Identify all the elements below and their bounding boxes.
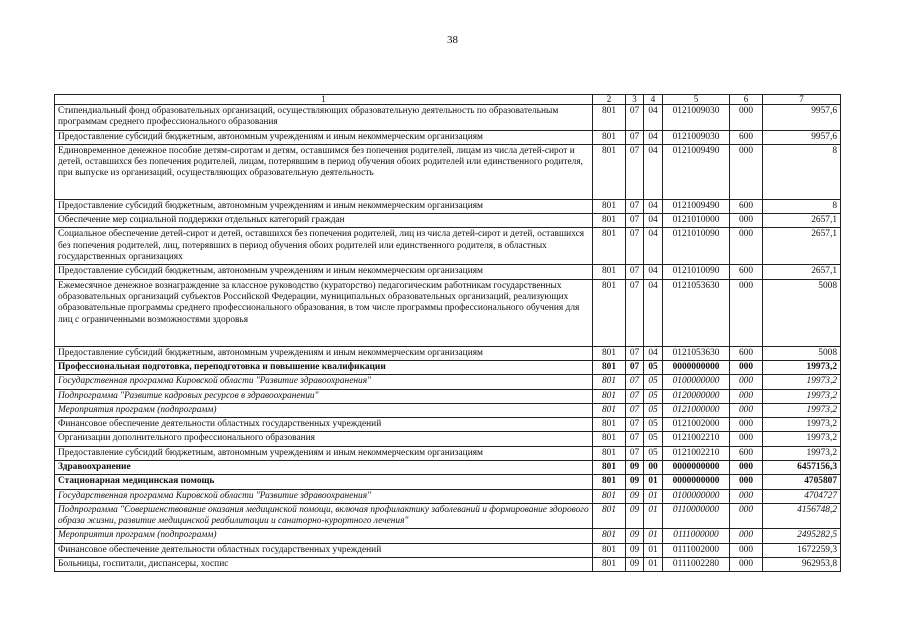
table-row [55, 403, 841, 417]
row-code-admin-cell: 801 [593, 503, 626, 529]
row-target-article-cell: 0110000000 [663, 503, 730, 529]
row-subsection-cell: 05 [644, 432, 663, 446]
row-target-article-cell: 0121009030 [663, 105, 730, 131]
row-target-article-cell: 0111002000 [663, 543, 730, 557]
row-subsection-cell: 04 [644, 228, 663, 265]
row-name-cell: Подпрограмма "Развитие кадровых ресурсов в здравоохранении" [55, 389, 593, 403]
row-target-article-cell: 0121002210 [663, 446, 730, 460]
row-code-admin-cell: 801 [593, 460, 626, 474]
column-header-4: 4 [644, 95, 663, 105]
row-target-article-cell: 0121002000 [663, 418, 730, 432]
row-name-cell: Предоставление субсидий бюджетным, автономным учреждениям и иным некоммерческим организациям [55, 446, 593, 460]
row-code-admin-cell: 801 [593, 130, 626, 144]
row-name-cell: Подпрограмма "Совершенствование оказания медицинской помощи, включая профилактику заболеваний и формирование здорового образа жизни, развитие медицинской реабилитации и санаторно-курортного лечения" [55, 503, 593, 529]
column-header-5: 5 [663, 95, 730, 105]
row-target-article-cell: 0000000000 [663, 475, 730, 489]
table-row [55, 144, 841, 199]
row-subsection-cell: 01 [644, 529, 663, 543]
row-section-cell: 07 [626, 199, 644, 213]
row-subsection-cell: 05 [644, 403, 663, 417]
row-section-cell: 07 [626, 214, 644, 228]
row-target-article-cell: 0121009030 [663, 130, 730, 144]
row-subsection-cell: 01 [644, 489, 663, 503]
table-row [55, 228, 841, 265]
row-section-cell: 07 [626, 418, 644, 432]
row-amount-cell: 4156748,2 [763, 503, 841, 529]
row-amount-cell: 2657,1 [763, 265, 841, 279]
row-subsection-cell: 04 [644, 265, 663, 279]
row-expense-type-cell: 000 [730, 475, 763, 489]
row-amount-cell: 19973,2 [763, 403, 841, 417]
table-row [55, 375, 841, 389]
row-target-article-cell: 0121010000 [663, 214, 730, 228]
row-code-admin-cell: 801 [593, 389, 626, 403]
row-code-admin-cell: 801 [593, 346, 626, 360]
row-amount-cell: 19973,2 [763, 375, 841, 389]
row-name-cell: Мероприятия программ (подпрограмм) [55, 403, 593, 417]
row-code-admin-cell: 801 [593, 265, 626, 279]
row-code-admin-cell: 801 [593, 199, 626, 213]
row-section-cell: 07 [626, 360, 644, 374]
table-row [55, 214, 841, 228]
row-target-article-cell: 0121053630 [663, 279, 730, 346]
table-row [55, 279, 841, 346]
row-name-cell: Социальное обеспечение детей-сирот и детей, оставшихся без попечения родителей, лиц из числа детей-сирот и детей, оставшихся без попечения родителей, лиц, потерявших в период обучения обоих родителей или единственного родителя, в областных государственных организациях [55, 228, 593, 265]
row-subsection-cell: 04 [644, 214, 663, 228]
row-amount-cell: 4705807 [763, 475, 841, 489]
row-section-cell: 09 [626, 503, 644, 529]
row-expense-type-cell: 000 [730, 228, 763, 265]
row-target-article-cell: 0000000000 [663, 360, 730, 374]
row-section-cell: 07 [626, 130, 644, 144]
row-subsection-cell: 00 [644, 460, 663, 474]
row-name-cell: Предоставление субсидий бюджетным, автономным учреждениям и иным некоммерческим организациям [55, 346, 593, 360]
row-name-cell: Стационарная медицинская помощь [55, 475, 593, 489]
row-subsection-cell: 05 [644, 375, 663, 389]
table-row [55, 529, 841, 543]
row-section-cell: 07 [626, 228, 644, 265]
row-target-article-cell: 0100000000 [663, 489, 730, 503]
row-code-admin-cell: 801 [593, 418, 626, 432]
table-row [55, 389, 841, 403]
row-section-cell: 09 [626, 529, 644, 543]
row-section-cell: 09 [626, 557, 644, 571]
row-amount-cell: 6457156,3 [763, 460, 841, 474]
row-amount-cell: 9957,6 [763, 130, 841, 144]
row-subsection-cell: 01 [644, 543, 663, 557]
row-amount-cell: 19973,2 [763, 360, 841, 374]
row-subsection-cell: 01 [644, 557, 663, 571]
table-row [55, 130, 841, 144]
row-target-article-cell: 0000000000 [663, 460, 730, 474]
row-name-cell: Предоставление субсидий бюджетным, автономным учреждениям и иным некоммерческим организациям [55, 130, 593, 144]
row-expense-type-cell: 600 [730, 130, 763, 144]
row-code-admin-cell: 801 [593, 228, 626, 265]
row-target-article-cell: 0121002210 [663, 432, 730, 446]
row-target-article-cell: 0121000000 [663, 403, 730, 417]
table-row [55, 432, 841, 446]
table-row [55, 418, 841, 432]
row-expense-type-cell: 000 [730, 432, 763, 446]
row-expense-type-cell: 000 [730, 360, 763, 374]
row-amount-cell: 19973,2 [763, 389, 841, 403]
row-expense-type-cell: 600 [730, 199, 763, 213]
column-header-3: 3 [626, 95, 644, 105]
row-section-cell: 09 [626, 475, 644, 489]
row-amount-cell: 19973,2 [763, 432, 841, 446]
row-subsection-cell: 04 [644, 279, 663, 346]
row-subsection-cell: 04 [644, 105, 663, 131]
row-subsection-cell: 04 [644, 199, 663, 213]
row-code-admin-cell: 801 [593, 403, 626, 417]
row-section-cell: 07 [626, 375, 644, 389]
row-subsection-cell: 05 [644, 446, 663, 460]
row-expense-type-cell: 000 [730, 543, 763, 557]
row-target-article-cell: 0121053630 [663, 346, 730, 360]
row-section-cell: 07 [626, 403, 644, 417]
column-header-1: 1 [55, 95, 593, 105]
row-section-cell: 09 [626, 489, 644, 503]
row-amount-cell: 19973,2 [763, 418, 841, 432]
row-section-cell: 07 [626, 389, 644, 403]
table-row [55, 446, 841, 460]
row-subsection-cell: 04 [644, 144, 663, 199]
row-target-article-cell: 0121010090 [663, 265, 730, 279]
row-expense-type-cell: 000 [730, 144, 763, 199]
row-target-article-cell: 0111002280 [663, 557, 730, 571]
row-amount-cell: 2657,1 [763, 228, 841, 265]
row-name-cell: Профессиональная подготовка, переподготовка и повышение квалификации [55, 360, 593, 374]
table-row [55, 460, 841, 474]
row-subsection-cell: 05 [644, 360, 663, 374]
row-expense-type-cell: 000 [730, 214, 763, 228]
row-expense-type-cell: 000 [730, 279, 763, 346]
row-section-cell: 09 [626, 460, 644, 474]
row-section-cell: 07 [626, 446, 644, 460]
row-expense-type-cell: 000 [730, 418, 763, 432]
table-row [55, 360, 841, 374]
row-code-admin-cell: 801 [593, 446, 626, 460]
row-name-cell: Мероприятия программ (подпрограмм) [55, 529, 593, 543]
row-expense-type-cell: 000 [730, 460, 763, 474]
row-amount-cell: 4704727 [763, 489, 841, 503]
table-row [55, 105, 841, 131]
row-target-article-cell: 0121009490 [663, 144, 730, 199]
row-code-admin-cell: 801 [593, 432, 626, 446]
row-section-cell: 07 [626, 265, 644, 279]
row-subsection-cell: 05 [644, 389, 663, 403]
row-target-article-cell: 0120000000 [663, 389, 730, 403]
row-name-cell: Организации дополнительного профессионального образования [55, 432, 593, 446]
row-name-cell: Предоставление субсидий бюджетным, автономным учреждениям и иным некоммерческим организациям [55, 199, 593, 213]
table-row [55, 199, 841, 213]
column-header-6: 6 [730, 95, 763, 105]
row-name-cell: Государственная программа Кировской области "Развитие здравоохранения" [55, 375, 593, 389]
row-code-admin-cell: 801 [593, 489, 626, 503]
row-code-admin-cell: 801 [593, 144, 626, 199]
row-code-admin-cell: 801 [593, 360, 626, 374]
row-expense-type-cell: 600 [730, 346, 763, 360]
row-section-cell: 07 [626, 432, 644, 446]
row-amount-cell: 19973,2 [763, 446, 841, 460]
row-section-cell: 07 [626, 144, 644, 199]
budget-table [54, 94, 841, 572]
row-section-cell: 07 [626, 279, 644, 346]
column-header-7: 7 [763, 95, 841, 105]
row-section-cell: 07 [626, 346, 644, 360]
table-row [55, 265, 841, 279]
row-subsection-cell: 01 [644, 503, 663, 529]
row-target-article-cell: 0121010090 [663, 228, 730, 265]
row-code-admin-cell: 801 [593, 214, 626, 228]
row-code-admin-cell: 801 [593, 105, 626, 131]
row-subsection-cell: 05 [644, 418, 663, 432]
row-expense-type-cell: 000 [730, 489, 763, 503]
row-name-cell: Государственная программа Кировской области "Развитие здравоохранения" [55, 489, 593, 503]
row-amount-cell: 962953,8 [763, 557, 841, 571]
row-amount-cell: 8 [763, 144, 841, 199]
table-row [55, 557, 841, 571]
row-target-article-cell: 0111000000 [663, 529, 730, 543]
row-amount-cell: 5008 [763, 279, 841, 346]
row-name-cell: Стипендиальный фонд образовательных организаций, осуществляющих образовательную деятельность по образовательным программам среднего профессионального образования [55, 105, 593, 131]
row-amount-cell: 1672259,3 [763, 543, 841, 557]
row-subsection-cell: 04 [644, 346, 663, 360]
row-expense-type-cell: 000 [730, 503, 763, 529]
row-code-admin-cell: 801 [593, 529, 626, 543]
row-subsection-cell: 04 [644, 130, 663, 144]
row-code-admin-cell: 801 [593, 475, 626, 489]
table-body [55, 105, 841, 572]
row-code-admin-cell: 801 [593, 557, 626, 571]
row-name-cell: Предоставление субсидий бюджетным, автономным учреждениям и иным некоммерческим организациям [55, 265, 593, 279]
row-name-cell: Финансовое обеспечение деятельности областных государственных учреждений [55, 543, 593, 557]
row-name-cell: Финансовое обеспечение деятельности областных государственных учреждений [55, 418, 593, 432]
row-amount-cell: 5008 [763, 346, 841, 360]
table-row [55, 475, 841, 489]
row-expense-type-cell: 600 [730, 446, 763, 460]
row-code-admin-cell: 801 [593, 279, 626, 346]
row-name-cell: Ежемесячное денежное вознаграждение за классное руководство (кураторство) педагогическим работникам государственных образовательных организаций субъектов Российской Федерации, муниципальных образовательных организаций, реализующих образовательные программы среднего профессионального образования, в том числе программы профессионального обучения для лиц с ограниченными возможностями здоровья [55, 279, 593, 346]
column-header-2: 2 [593, 95, 626, 105]
row-expense-type-cell: 000 [730, 105, 763, 131]
row-name-cell: Обеспечение мер социальной поддержки отдельных категорий граждан [55, 214, 593, 228]
row-target-article-cell: 0100000000 [663, 375, 730, 389]
row-code-admin-cell: 801 [593, 543, 626, 557]
row-name-cell: Единовременное денежное пособие детям-сиротам и детям, оставшимся без попечения родителей, лицам из числа детей-сирот и детей, оставшихся без попечения родителей, лицам, потерявшим в период обучения обоих родителей или единственного родителя, при выпуске из организаций, осуществляющих образовательную деятельность [55, 144, 593, 199]
page-number: 38 [447, 34, 458, 46]
row-expense-type-cell: 000 [730, 403, 763, 417]
row-section-cell: 07 [626, 105, 644, 131]
row-code-admin-cell: 801 [593, 375, 626, 389]
row-amount-cell: 8 [763, 199, 841, 213]
row-amount-cell: 2495282,5 [763, 529, 841, 543]
row-name-cell: Здравоохранение [55, 460, 593, 474]
table-row [55, 346, 841, 360]
row-subsection-cell: 01 [644, 475, 663, 489]
row-expense-type-cell: 000 [730, 375, 763, 389]
row-amount-cell: 9957,6 [763, 105, 841, 131]
row-amount-cell: 2657,1 [763, 214, 841, 228]
row-expense-type-cell: 000 [730, 529, 763, 543]
row-target-article-cell: 0121009490 [663, 199, 730, 213]
row-name-cell: Больницы, госпитали, диспансеры, хоспис [55, 557, 593, 571]
table-row [55, 543, 841, 557]
row-expense-type-cell: 600 [730, 265, 763, 279]
table-row [55, 489, 841, 503]
row-expense-type-cell: 000 [730, 557, 763, 571]
row-expense-type-cell: 000 [730, 389, 763, 403]
header-row [55, 95, 841, 105]
table-row [55, 503, 841, 529]
row-section-cell: 09 [626, 543, 644, 557]
